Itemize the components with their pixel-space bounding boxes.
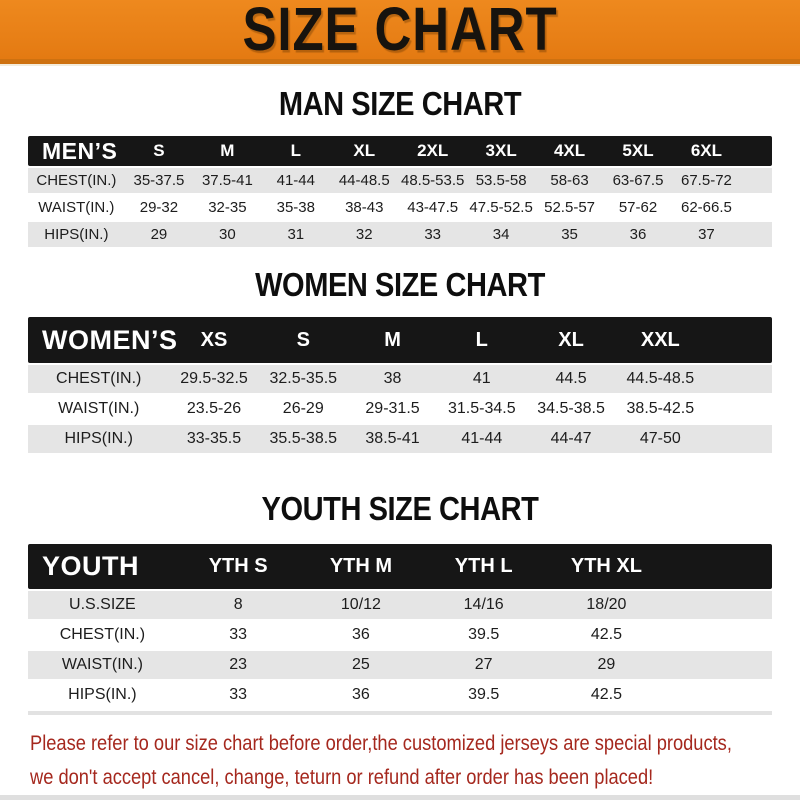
women-section-title: WOMEN SIZE CHART: [255, 266, 545, 303]
women-table-row: [28, 393, 772, 423]
row-label: HIPS(IN.): [64, 430, 133, 447]
size-value: 35: [561, 226, 578, 243]
size-value: 41-44: [461, 430, 503, 447]
size-chart-banner: [0, 0, 800, 64]
size-value: 32-35: [208, 199, 247, 216]
size-value: 48.5-53.5: [400, 172, 465, 189]
size-column-header: 6XL: [690, 141, 723, 160]
row-label: HIPS(IN.): [44, 226, 109, 243]
bottom-edge-divider: [0, 795, 800, 800]
size-value: 41: [472, 370, 491, 387]
size-value: 63-67.5: [612, 172, 664, 189]
size-value: 57-62: [618, 199, 658, 216]
size-column-header: M: [384, 328, 401, 351]
size-column-header: M: [220, 141, 235, 160]
size-value: 38-43: [345, 199, 384, 216]
size-value: 41-44: [276, 172, 315, 189]
size-value: 23.5-26: [186, 400, 242, 417]
order-disclaimer: [30, 726, 800, 794]
row-label: WAIST(IN.): [58, 400, 140, 417]
size-value: 31: [287, 226, 305, 243]
size-column-header: YTH XL: [570, 555, 642, 577]
size-column-header: 3XL: [485, 141, 517, 160]
youth-table-row: [28, 619, 772, 649]
size-value: 23: [229, 656, 248, 673]
men-size-table: [28, 136, 772, 247]
size-column-header: XL: [353, 141, 376, 160]
size-value: 25: [352, 656, 370, 673]
size-value: 37.5-41: [201, 172, 253, 189]
row-label: CHEST(IN.): [56, 370, 142, 387]
youth-table-row: [28, 649, 772, 679]
size-value: 44-47: [550, 430, 592, 447]
women-table-row: [28, 423, 772, 453]
size-value: 43-47.5: [407, 199, 459, 216]
size-column-header: 2XL: [417, 141, 449, 160]
size-value: 39.5: [468, 686, 500, 703]
size-column-header: YTH L: [454, 555, 513, 577]
size-column-header: 4XL: [553, 141, 586, 160]
men-header-row: [28, 136, 772, 166]
size-value: 44-48.5: [338, 172, 390, 189]
size-value: 29.5-32.5: [180, 370, 248, 387]
man-section-title: MAN SIZE CHART: [278, 85, 522, 122]
man-size-chart-section: [0, 85, 800, 247]
size-value: 33: [229, 686, 248, 703]
disclaimer-line-2: we don't accept cancel, change, teturn or refund after order has been placed!: [30, 765, 654, 789]
table-end-divider: [28, 711, 772, 715]
size-value: 44.5: [555, 370, 587, 387]
size-value: 33: [424, 226, 442, 243]
size-value: 47-50: [639, 430, 681, 447]
size-column-header: YTH M: [329, 555, 393, 577]
banner-title: SIZE CHART: [242, 0, 558, 64]
size-value: 33: [229, 626, 248, 643]
youth-size-table: [28, 544, 772, 709]
row-label: WAIST(IN.): [38, 199, 115, 216]
size-value: 36: [352, 626, 370, 643]
size-column-header: XS: [200, 328, 228, 351]
size-value: 29: [597, 656, 616, 673]
row-label: HIPS(IN.): [68, 686, 137, 703]
size-column-header: L: [290, 141, 301, 160]
row-label: CHEST(IN.): [36, 172, 117, 189]
size-column-header: 5XL: [622, 141, 654, 160]
youth-table-row: [28, 589, 772, 619]
size-value: 35.5-38.5: [269, 430, 338, 447]
youth-section-title: YOUTH SIZE CHART: [261, 490, 539, 527]
youth-header-row: [28, 544, 772, 589]
size-column-header: YTH S: [208, 555, 268, 577]
men-table-row: [28, 166, 772, 193]
size-value: 27: [474, 656, 493, 673]
size-value: 42.5: [590, 626, 622, 643]
size-column-header: L: [475, 328, 488, 351]
size-column-header: XL: [558, 328, 584, 351]
women-header-row: [28, 317, 772, 363]
size-value: 47.5-52.5: [469, 199, 533, 216]
size-value: 37: [698, 226, 715, 243]
size-value: 29: [150, 226, 168, 243]
size-value: 38: [383, 370, 402, 387]
women-table-row: [28, 363, 772, 393]
size-value: 39.5: [468, 626, 500, 643]
size-value: 30: [219, 226, 236, 243]
size-value: 36: [352, 686, 370, 703]
size-value: 38.5-42.5: [626, 400, 695, 417]
size-value: 44.5-48.5: [626, 370, 695, 387]
size-column-header: S: [153, 141, 165, 160]
size-value: 36: [629, 226, 647, 243]
size-value: 26-29: [282, 400, 324, 417]
row-label: CHEST(IN.): [59, 626, 146, 643]
size-value: 32: [355, 226, 373, 243]
disclaimer-line-1: Please refer to our size chart before order,the customized jerseys are special products,: [30, 731, 732, 755]
youth-size-chart-section: [0, 490, 800, 709]
size-value: 35-37.5: [133, 172, 185, 189]
size-value: 62-66.5: [681, 199, 732, 216]
size-value: 29-31.5: [365, 400, 420, 417]
size-value: 53.5-58: [475, 172, 527, 189]
men-table-row: [28, 220, 772, 247]
row-label: WAIST(IN.): [61, 656, 143, 673]
size-value: 34.5-38.5: [537, 400, 605, 417]
men-corner-label: MEN’S: [42, 137, 118, 164]
size-column-header: XXL: [640, 328, 680, 351]
women-corner-label: WOMEN’S: [42, 324, 178, 355]
size-value: 29-32: [139, 199, 179, 216]
size-value: 33-35.5: [186, 430, 242, 447]
women-size-table: [28, 317, 772, 453]
size-value: 34: [492, 226, 510, 243]
size-value: 31.5-34.5: [447, 400, 516, 417]
size-value: 8: [233, 596, 243, 613]
size-value: 38.5-41: [365, 430, 420, 447]
size-value: 14/16: [463, 596, 504, 613]
size-value: 67.5-72: [681, 172, 732, 189]
men-table-row: [28, 193, 772, 220]
women-size-chart-section: [0, 266, 800, 453]
size-value: 52.5-57: [544, 199, 595, 216]
size-value: 32.5-35.5: [269, 370, 338, 387]
size-column-header: S: [296, 328, 310, 351]
youth-table-row: [28, 679, 772, 709]
size-value: 10/12: [340, 596, 381, 613]
youth-corner-label: YOUTH: [42, 551, 139, 581]
size-value: 18/20: [586, 596, 627, 613]
size-value: 35-38: [276, 199, 315, 216]
size-value: 58-63: [550, 172, 589, 189]
row-label: U.S.SIZE: [69, 596, 136, 613]
size-value: 42.5: [590, 686, 622, 703]
